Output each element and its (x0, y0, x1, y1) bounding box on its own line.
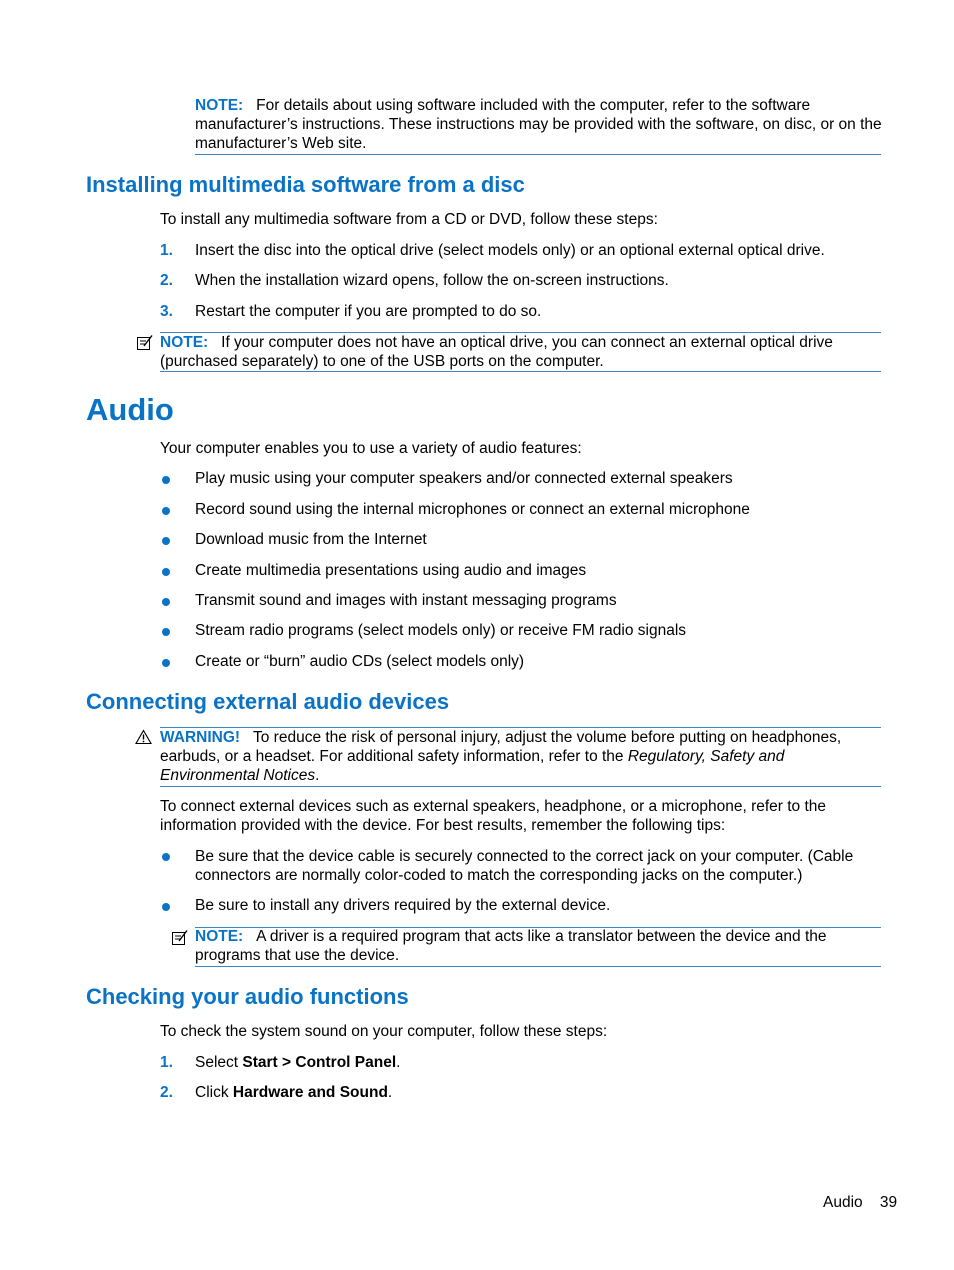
step-text (195, 1053, 883, 1072)
note-text: For details about using software included with the computer, refer to the software manufacturer’s instructions. These instructions may be provided with the software, on disc, or on the manufacturer’s Web site. (195, 97, 882, 152)
install-intro: To install any multimedia software from a CD or DVD, follow these steps: (160, 211, 658, 228)
step-post: . (396, 1054, 401, 1071)
warning-text: To reduce the risk of personal injury, adjust the volume before putting on headphones, earbuds, or a headset. For additional safety information, refer to the (160, 729, 842, 765)
connect-intro: To connect external devices such as external speakers, headphone, or a microphone, refer to the information provided with the device. For best results, remember the following tips: (160, 798, 827, 834)
warning-block (160, 728, 882, 785)
step-command: Start > Control Panel (242, 1054, 397, 1071)
step-pre: Select (195, 1054, 243, 1071)
bullet-dot (162, 903, 170, 911)
bullet-dot (162, 853, 170, 861)
note-label: NOTE: (195, 928, 244, 945)
note-label: NOTE: (160, 334, 209, 351)
bullet-dot (162, 476, 170, 484)
section-title-installing: Installing multimedia software from a disc (86, 172, 525, 197)
bullet-dot (162, 537, 170, 545)
chapter-title-audio: Audio (86, 392, 174, 427)
note-icon (136, 334, 154, 352)
bullet-dot (162, 598, 170, 606)
note-icon (171, 929, 189, 947)
bullet-dot (162, 628, 170, 636)
bullet-dot (162, 568, 170, 576)
step-text (195, 1083, 883, 1102)
install-note-rule-bottom (160, 371, 881, 372)
page-number: 39 (879, 1194, 898, 1211)
bullet-text: Create or “burn” audio CDs (select models only) (195, 653, 525, 670)
check-intro: To check the system sound on your computer, follow these steps: (160, 1023, 608, 1040)
bullet-text: Create multimedia presentations using audio and images (195, 562, 587, 579)
connect-note (195, 927, 883, 965)
note-text: If your computer does not have an optical drive, you can connect an external optical drive (purchased separately) to one of the USB ports on the computer. (160, 334, 833, 370)
note-top-rule (195, 154, 881, 155)
step-command: Hardware and Sound (232, 1084, 388, 1101)
note-label: NOTE: (195, 97, 244, 114)
footer-section: Audio (823, 1194, 863, 1211)
step-number: 2. (160, 1084, 173, 1101)
bullet-text: Download music from the Internet (195, 531, 427, 548)
warning-reference: Regulatory, Safety and Environmental Notices (160, 748, 785, 784)
step-post: . (387, 1084, 393, 1101)
step-number: 1. (160, 242, 173, 259)
section-title-connecting: Connecting external audio devices (86, 689, 450, 714)
step-text: Restart the computer if you are prompted to do so. (195, 303, 542, 320)
section-title-checking: Checking your audio functions (86, 984, 409, 1009)
warning-icon (135, 729, 152, 745)
step-text: Insert the disc into the optical drive (select models only) or an optional external optical drive. (195, 242, 825, 259)
bullet-text: Transmit sound and images with instant messaging programs (195, 592, 617, 609)
audio-intro: Your computer enables you to use a variety of audio features: (160, 440, 582, 457)
connect-note-rule-bottom (195, 966, 881, 967)
note-text: A driver is a required program that acts like a translator between the device and the programs that use the device. (195, 928, 827, 964)
step-pre: Click (195, 1084, 233, 1101)
bullet-dot (162, 507, 170, 515)
bullet-text: Play music using your computer speakers and/or connected external speakers (195, 470, 733, 487)
note-top (195, 96, 885, 153)
warning-rule-bottom (160, 786, 881, 787)
step-number: 3. (160, 303, 173, 320)
warning-end: . (315, 767, 320, 784)
bullet-text: Be sure to install any drivers required by the external device. (195, 897, 611, 914)
bullet-dot (162, 659, 170, 667)
step-text: When the installation wizard opens, follow the on-screen instructions. (195, 272, 669, 289)
step-number: 2. (160, 272, 173, 289)
bullet-text: Stream radio programs (select models only) or receive FM radio signals (195, 622, 687, 639)
bullet-text: Be sure that the device cable is securely connected to the correct jack on your computer. (Cable connectors are normally color-coded to match the corresponding jacks on the computer.) (195, 848, 854, 884)
step-number: 1. (160, 1054, 173, 1071)
bullet-text: Record sound using the internal microphones or connect an external microphone (195, 501, 750, 518)
footer (823, 1193, 897, 1212)
warning-label: WARNING! (160, 729, 241, 746)
install-note (160, 333, 882, 371)
